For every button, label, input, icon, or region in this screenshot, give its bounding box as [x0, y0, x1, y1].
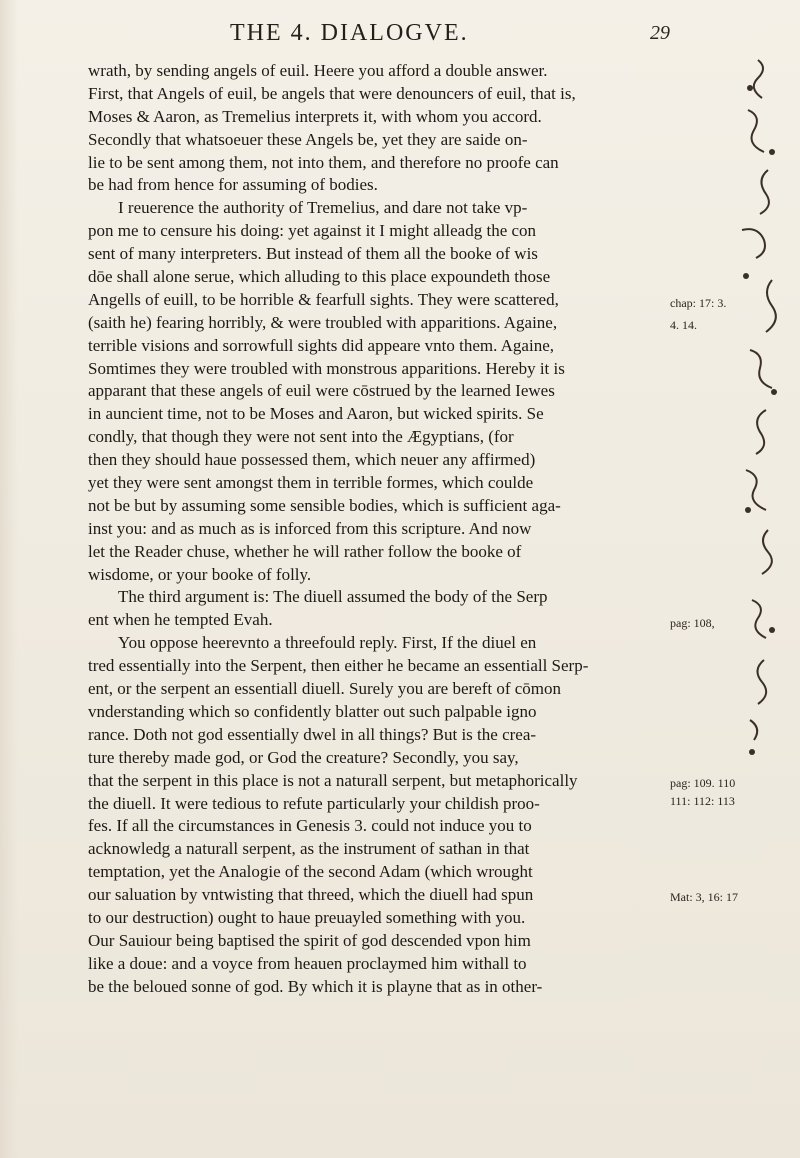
text-line: pon me to censure his doing: yet against it I might alleadg the con	[88, 221, 537, 241]
text-line: acknowledg a naturall serpent, as the instrument of sathan in that	[88, 839, 530, 859]
text-line: to our destruction) ought to haue preuayled something with you.	[88, 907, 526, 927]
text-line: Angells of euill, to be horrible & fearfull sights. They were scattered,	[88, 289, 559, 309]
text-line: apparant that these angels of euil were cōstrued by the learned Iewes	[88, 381, 555, 401]
text-line: rance. Doth not god essentially dwel in all things? But is the crea-	[88, 724, 537, 744]
text-line: like a doue: and a voyce from heauen proclaymed him withall to	[88, 953, 527, 973]
running-title: THE 4. DIALOGVE.	[230, 19, 469, 46]
text-line: be had from hence for assuming of bodies.	[88, 175, 378, 195]
body-text	[88, 60, 663, 999]
page-gutter-shadow	[0, 0, 18, 1158]
margin-note-pag-111: 111: 112: 113	[670, 794, 735, 808]
text-line: ture thereby made god, or God the creature? Secondly, you say,	[88, 747, 519, 767]
text-line: the diuell. It were tedious to refute particularly your childish proo-	[88, 793, 540, 813]
text-line: sent of many interpreters. But instead of them all the booke of wis	[88, 244, 538, 264]
margin-note-chap-cont: 4. 14.	[670, 318, 697, 332]
text-line: yet they were sent amongst them in terrible formes, which coulde	[88, 473, 534, 493]
text-line: let the Reader chuse, whether he will rather follow the booke of	[88, 541, 522, 561]
margin-note-pag-109: pag: 109. 110	[670, 776, 736, 790]
text-line: Secondly that whatsoeuer these Angels be, yet they are saide on-	[88, 129, 528, 149]
text-line: vnderstanding which so confidently blatter out such palpable igno	[88, 701, 537, 721]
text-line: fes. If all the circumstances in Genesis 3. could not induce you to	[88, 816, 532, 836]
text-line: lie to be sent among them, not into them, and therefore no proofe can	[88, 152, 559, 172]
text-line: our saluation by vntwisting that threed, which the diuell had spun	[88, 885, 534, 905]
page-header	[230, 16, 670, 50]
text-line: inst you: and as much as is inforced from this scripture. And now	[88, 518, 532, 538]
text-line: in auncient time, not to be Moses and Aaron, but wicked spirits. Se	[88, 404, 544, 424]
marginal-ornament-icon	[728, 40, 800, 800]
text-line: then they should haue possessed them, which neuer any affirmed)	[88, 450, 536, 470]
text-line: ent when he tempted Evah.	[88, 610, 273, 630]
text-line: terrible visions and sorrowfull sights did appeare vnto them. Againe,	[88, 335, 554, 355]
text-line: ent, or the serpent an essentiall diuell. Surely you are bereft of cōmon	[88, 679, 562, 699]
text-line: First, that Angels of euil, be angels that were denouncers of euil, that is,	[88, 83, 576, 103]
text-line: tred essentially into the Serpent, then either he became an essentiall Serp-	[88, 656, 589, 676]
text-line: The third argument is: The diuell assumed the body of the Serp	[118, 587, 548, 607]
text-line: not be but by assuming some sensible bodies, which is sufficient aga-	[88, 495, 561, 515]
text-line: (saith he) fearing horribly, & were troubled with apparitions. Againe,	[88, 312, 558, 332]
text-line: Somtimes they were troubled with monstrous apparitions. Hereby it is	[88, 358, 565, 378]
text-line: that the serpent in this place is not a naturall serpent, but metaphorically	[88, 770, 578, 790]
text-line: You oppose heerevnto a threefould reply. First, If the diuel en	[118, 633, 537, 653]
text-line: temptation, yet the Analogie of the second Adam (which wrought	[88, 862, 533, 882]
text-line: condly, that though they were not sent into the Ægyptians, (for	[88, 427, 514, 447]
page-number: 29	[650, 21, 670, 44]
margin-note-pag-108: pag: 108,	[670, 616, 715, 630]
text-line: wrath, by sending angels of euil. Heere you afford a double answer.	[88, 61, 548, 80]
text-line: dōe shall alone serue, which alluding to this place expoundeth those	[88, 267, 551, 287]
text-line: Our Sauiour being baptised the spirit of god descended vpon him	[88, 930, 531, 950]
text-line: wisdome, or your booke of folly.	[88, 564, 312, 584]
text-line: be the beloued sonne of god. By which it is playne that as in other-	[88, 976, 543, 996]
text-line: Moses & Aaron, as Tremelius interprets it, with whom you accord.	[88, 106, 542, 126]
margin-note-chap: chap: 17: 3.	[670, 296, 727, 310]
text-line: I reuerence the authority of Tremelius, and dare not take vp-	[118, 198, 528, 218]
margin-note-mat: Mat: 3, 16: 17	[670, 890, 738, 904]
